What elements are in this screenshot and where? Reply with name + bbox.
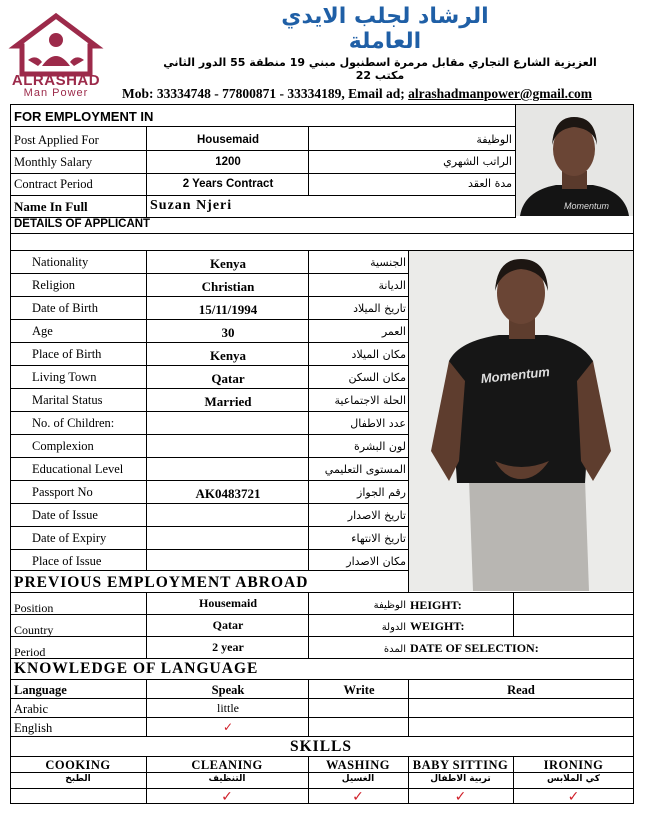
- language-speak-value: ✓: [222, 720, 234, 734]
- skill-name: BABY SITTING: [412, 758, 509, 772]
- applicant-row-arabic: لون البشرة: [354, 440, 406, 453]
- language-name: Arabic: [14, 702, 49, 716]
- applicant-row-arabic: الديانة: [378, 279, 406, 292]
- applicant-row-arabic: تاريخ الاصدار: [347, 509, 406, 522]
- applicant-row-label: Educational Level: [32, 462, 124, 476]
- grid-vline: [513, 592, 514, 636]
- applicant-row-arabic: رقم الجواز: [357, 486, 406, 499]
- language-name: English: [14, 721, 53, 735]
- name-value: Suzan Njeri: [150, 198, 233, 213]
- previous-row-arabic: الدولة: [381, 622, 406, 633]
- skill-name: CLEANING: [191, 758, 263, 772]
- grid-vline: [515, 104, 516, 217]
- company-arabic-address: العزيزية الشارع التجاري مقابل مرمرة اسطنبول مبني 19 منطقة 55 الدور الثاني مكتب 22: [163, 56, 597, 82]
- applicant-row-arabic: مكان السكن: [348, 371, 406, 384]
- skill-arabic-name: تربية الاطفال: [430, 774, 491, 784]
- employment-row-label: Contract Period: [14, 177, 93, 191]
- grid-vline: [146, 592, 147, 658]
- section-skills-title: SKILLS: [290, 738, 353, 755]
- logo-name: ALRASHAD: [11, 72, 101, 89]
- grid-hline: [10, 233, 634, 234]
- grid-hline: [10, 636, 634, 637]
- applicant-row-label: Passport No: [32, 485, 93, 499]
- applicant-row-label: Date of Expiry: [32, 531, 107, 545]
- applicant-row-value: 15/11/1994: [198, 302, 258, 317]
- employment-row-label: Monthly Salary: [14, 155, 93, 169]
- name-label: Name In Full: [14, 199, 88, 214]
- grid-vline: [146, 679, 147, 736]
- applicant-row-label: Place of Birth: [32, 347, 102, 361]
- applicant-row-label: Living Town: [32, 370, 97, 384]
- skill-checkmark: ✓: [352, 789, 364, 805]
- previous-row-value: Qatar: [212, 618, 244, 632]
- grid-hline: [10, 788, 634, 789]
- applicant-row-label: Religion: [32, 278, 76, 292]
- employment-row-arabic: الراتب الشهري: [443, 155, 512, 168]
- grid-vline: [308, 679, 309, 736]
- grid-vline: [308, 126, 309, 195]
- grid-hline: [10, 457, 408, 458]
- height-label: HEIGHT:: [410, 598, 462, 612]
- grid-hline: [10, 658, 634, 659]
- weight-label: WEIGHT:: [410, 619, 465, 633]
- applicant-row-value: Qatar: [211, 371, 245, 386]
- skill-arabic-name: كي الملابس: [547, 774, 600, 784]
- language-header: Language: [14, 683, 67, 697]
- applicant-row-label: No. of Children:: [32, 416, 115, 430]
- applicant-full-body-photo: [409, 251, 633, 591]
- grid-hline: [10, 772, 634, 773]
- skill-name: IRONING: [543, 758, 604, 772]
- skill-checkmark: ✓: [454, 789, 467, 805]
- applicant-row-label: Date of Issue: [32, 508, 98, 522]
- previous-row-label: Period: [14, 645, 46, 659]
- skill-name: COOKING: [45, 758, 111, 772]
- language-header: Speak: [211, 683, 245, 697]
- section-language-title: KNOWLEDGE OF LANGUAGE: [14, 660, 259, 677]
- grid-hline: [10, 126, 516, 127]
- applicant-row-value: Kenya: [209, 348, 247, 363]
- grid-hline: [10, 150, 516, 151]
- applicant-row-label: Complexion: [32, 439, 94, 453]
- headshot-shirt-text: Momentum: [564, 201, 610, 211]
- language-header: Read: [507, 683, 535, 697]
- applicant-row-label: Marital Status: [32, 393, 103, 407]
- grid-vline: [146, 126, 147, 217]
- grid-hline: [10, 736, 634, 737]
- grid-hline: [10, 365, 408, 366]
- applicant-row-label: Place of Issue: [32, 554, 102, 568]
- grid-hline: [10, 411, 408, 412]
- company-contact-line: [122, 86, 637, 102]
- skill-arabic-name: التنظيف: [208, 774, 246, 784]
- grid-hline: [10, 503, 408, 504]
- contact-email-link[interactable]: alrashadmanpower@gmail.com: [408, 86, 593, 101]
- grid-hline: [10, 698, 634, 699]
- applicant-row-arabic: الحلة الاجتماعية: [334, 394, 406, 407]
- grid-vline: [408, 250, 409, 592]
- grid-vline: [308, 592, 309, 658]
- applicant-row-arabic: تاريخ الانتهاء: [351, 532, 406, 545]
- logo-subtitle: Man Power: [23, 87, 89, 99]
- grid-hline: [10, 319, 408, 320]
- grid-hline: [10, 388, 408, 389]
- previous-row-label: Position: [14, 601, 54, 615]
- applicant-row-arabic: مكان الاصدار: [346, 555, 406, 568]
- grid-hline: [10, 250, 634, 251]
- employment-row-value: 1200: [215, 156, 241, 168]
- grid-hline: [10, 526, 408, 527]
- applicant-row-label: Age: [32, 324, 53, 338]
- skill-arabic-name: الغسيل: [341, 774, 375, 784]
- applicant-row-value: Married: [204, 394, 252, 409]
- grid-hline: [10, 679, 634, 680]
- section-previous-title: PREVIOUS EMPLOYMENT ABROAD: [14, 574, 309, 591]
- section-employment-title: FOR EMPLOYMENT IN: [14, 109, 154, 124]
- employment-row-arabic: مدة العقد: [468, 177, 512, 190]
- employment-row-value: 2 Years Contract: [182, 178, 274, 190]
- body-shirt-text: Momentum: [479, 363, 551, 387]
- grid-vline: [146, 250, 147, 570]
- previous-row-value: Housemaid: [198, 596, 257, 610]
- applicant-row-arabic: تاريخ الميلاد: [353, 302, 406, 315]
- grid-hline: [10, 434, 408, 435]
- grid-hline: [10, 549, 408, 550]
- grid-hline: [10, 592, 634, 593]
- grid-hline: [10, 570, 408, 571]
- previous-row-arabic: المدة: [383, 644, 406, 655]
- applicant-row-value: AK0483721: [195, 486, 261, 501]
- grid-hline: [10, 717, 634, 718]
- grid-hline: [10, 195, 516, 196]
- grid-vline: [408, 679, 409, 736]
- previous-row-label: Country: [14, 623, 54, 637]
- employment-row-arabic: الوظيفة: [476, 133, 512, 146]
- grid-vline: [308, 250, 309, 570]
- skill-arabic-name: الطبخ: [65, 774, 91, 784]
- applicant-row-arabic: عدد الاطفال: [350, 417, 406, 430]
- applicant-row-value: Kenya: [209, 256, 247, 271]
- contact-phones: Mob: 33334748 - 77800871 - 33334189, Email ad;: [122, 86, 409, 101]
- applicant-row-label: Date of Birth: [32, 301, 98, 315]
- grid-hline: [10, 173, 516, 174]
- grid-hline: [10, 296, 408, 297]
- applicant-headshot-photo: [516, 105, 633, 216]
- applicant-row-value: Christian: [201, 279, 255, 294]
- skill-checkmark: ✓: [221, 789, 233, 805]
- language-header: Write: [343, 683, 375, 697]
- applicant-row-arabic: الجنسية: [370, 256, 406, 269]
- applicant-row-arabic: مكان الميلاد: [351, 348, 406, 361]
- employment-row-label: Post Applied For: [14, 133, 99, 147]
- grid-hline: [10, 480, 408, 481]
- date-of-selection-label: DATE OF SELECTION:: [410, 641, 539, 655]
- grid-hline: [10, 756, 634, 757]
- language-speak-value: little: [217, 701, 239, 715]
- grid-hline: [10, 614, 634, 615]
- applicant-row-label: Nationality: [32, 255, 89, 269]
- grid-hline: [10, 273, 408, 274]
- applicant-row-value: 30: [221, 325, 235, 340]
- company-arabic-title: الرشاد لجلب الايدي العاملة: [281, 4, 489, 54]
- applicant-row-arabic: العمر: [381, 325, 406, 338]
- employment-row-value: Housemaid: [197, 134, 259, 146]
- skill-name: WASHING: [326, 758, 390, 772]
- applicant-row-arabic: المستوى التعليمي: [324, 463, 406, 476]
- previous-row-value: 2 year: [212, 640, 244, 654]
- grid-hline: [10, 342, 408, 343]
- section-applicant-title: DETAILS OF APPLICANT: [14, 218, 151, 230]
- skill-checkmark: ✓: [567, 789, 580, 805]
- previous-row-arabic: الوظيفة: [373, 600, 406, 611]
